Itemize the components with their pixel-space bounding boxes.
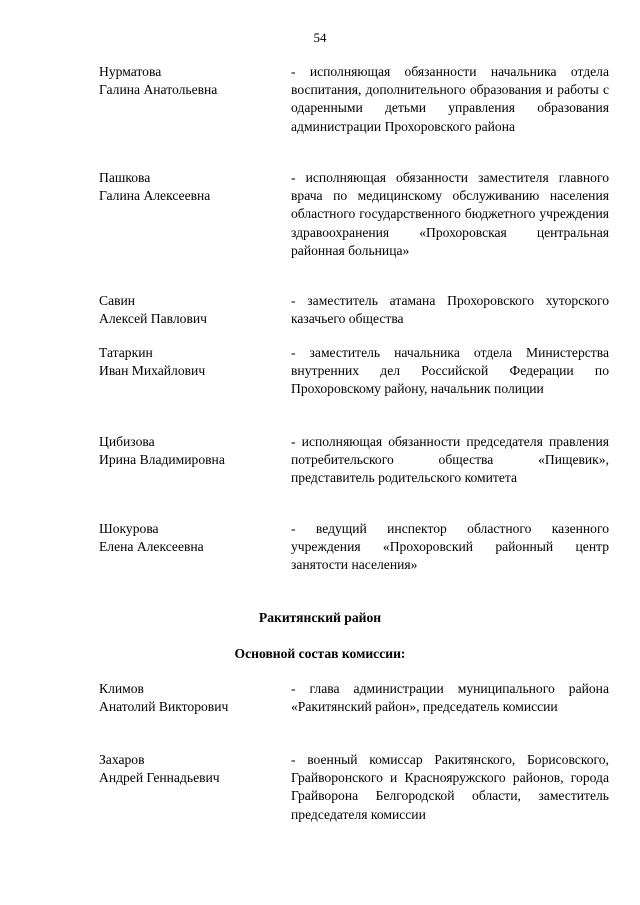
member-surname: Шокурова <box>99 521 159 536</box>
member-surname: Савин <box>99 293 136 308</box>
member-surname: Цибизова <box>99 434 155 449</box>
member-role: - военный комиссар Ракитянского, Борисовского, Грайворонского и Краснояружского районов, города Грайворона Белгородской области, заместитель председателя комиссии <box>291 752 609 822</box>
member-given-name: Иван Михайлович <box>99 363 206 379</box>
page-number: 54 <box>313 30 327 45</box>
member-surname: Климов <box>99 681 144 696</box>
member-given-name: Елена Алексеевна <box>99 539 204 555</box>
composition-heading: Основной состав комиссии: <box>234 646 406 661</box>
district-heading: Ракитянский район <box>258 610 382 625</box>
member-name <box>99 344 284 380</box>
member-given-name: Анатолий Викторович <box>99 699 229 715</box>
member-name <box>99 433 284 469</box>
member-role: - заместитель начальника отдела Министерства внутренних дел Российской Федерации по Прохоровскому району, начальник полиции <box>291 345 609 397</box>
member-role: - исполняющая обязанности начальника отдела воспитания, дополнительного образования и работы с одаренными детьми управления образования администрации Прохоровского района <box>291 64 609 134</box>
member-name <box>99 292 284 328</box>
member-role: - исполняющая обязанности заместителя главного врача по медицинскому обслуживанию населения областного государственного бюджетного учреждения здравоохранения «Прохоровская центральная районная больница» <box>291 170 609 258</box>
member-role: - глава администрации муниципального района «Ракитянский район», председатель комиссии <box>291 681 609 715</box>
member-given-name: Алексей Павлович <box>99 311 208 327</box>
member-surname: Захаров <box>99 752 145 767</box>
member-surname: Нурматова <box>99 64 162 79</box>
member-name <box>99 520 284 556</box>
member-role: - ведущий инспектор областного казенного учреждения «Прохоровский районный центр занятости населения» <box>291 521 609 573</box>
member-given-name: Ирина Владимировна <box>99 452 225 468</box>
member-name <box>99 680 284 716</box>
member-surname: Татаркин <box>99 345 153 360</box>
member-role: - исполняющая обязанности председателя правления потребительского общества «Пищевик», представитель родительского комитета <box>291 434 609 486</box>
member-role: - заместитель атамана Прохоровского хуторского казачьего общества <box>291 293 609 327</box>
member-surname: Пашкова <box>99 170 151 185</box>
member-name <box>99 169 284 205</box>
member-name <box>99 751 284 787</box>
member-name <box>99 63 284 99</box>
member-given-name: Галина Алексеевна <box>99 188 211 204</box>
member-given-name: Андрей Геннадьевич <box>99 770 220 786</box>
member-given-name: Галина Анатольевна <box>99 82 218 98</box>
